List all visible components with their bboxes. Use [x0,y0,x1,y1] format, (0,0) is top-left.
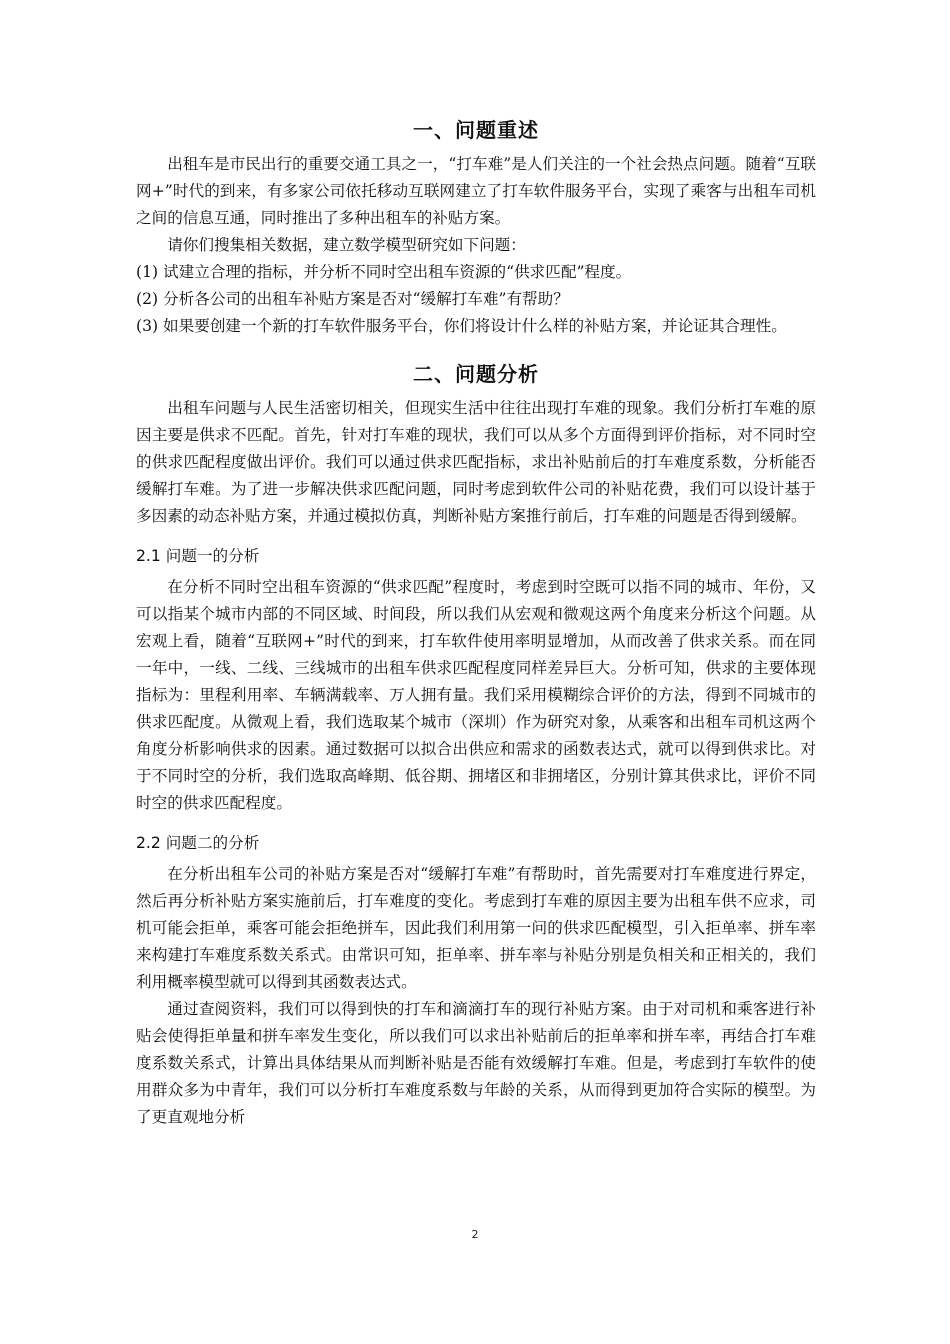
paragraph: 出租车问题与人民生活密切相关，但现实生活中往往出现打车难的现象。我们分析打车难的原因主要是供求不匹配。首先，针对打车难的现状，我们可以从多个方面得到评价指标，对不同时空的供求匹配程度做出评价。我们可以通过供求匹配指标，求出补贴前后的打车难度系数，分析能否缓解打车难。为了进一步解决供求匹配问题，同时考虑到软件公司的补贴花费，我们可以设计基于多因素的动态补贴方案，并通过模拟仿真，判断补贴方案推行前后，打车难的问题是否得到缓解。 [136,399,816,525]
paragraph: 在分析出租车公司的补贴方案是否对“缓解打车难”有帮助时，首先需要对打车难度进行界定，然后再分析补贴方案实施前后，打车难度的变化。考虑到打车难的原因主要为出租车供不应求，司机可能会拒单，乘客可能会拒绝拼车，因此我们利用第一问的供求匹配模型，引入拒单率、拼车率来构建打车难度系数关系式。由常识可知，拒单率、拼车率与补贴分别是负相关和正相关的，我们利用概率模型就可以得到其函数表达式。 [136,865,816,991]
question-item-3: (3) 如果要创建一个新的打车软件服务平台，你们将设计什么样的补贴方案，并论证其合理性。 [136,317,787,335]
paragraph: 出租车是市民出行的重要交通工具之一，“打车难”是人们关注的一个社会热点问题。随着“互联网+”时代的到来，有多家公司依托移动互联网建立了打车软件服务平台，实现了乘客与出租车司机之间的信息互通，同时推出了多种出租车的补贴方案。 [136,155,816,227]
paragraph: 通过查阅资料，我们可以得到快的打车和滴滴打车的现行补贴方案。由于对司机和乘客进行补贴会使得拒单量和拼车率发生变化，所以我们可以求出补贴前后的拒单率和拼车率，再结合打车难度系数关系式，计算出具体结果从而判断补贴是否能有效缓解打车难。但是，考虑到打车软件的使用群众多为中青年，我们可以分析打车难度系数与年龄的关系，从而得到更加符合实际的模型。为了更直观地分析 [136,1000,816,1126]
question-item-2: (2) 分析各公司的出租车补贴方案是否对“缓解打车难”有帮助？ [136,290,569,308]
section-title-problem-analysis: 二、问题分析 [413,362,539,386]
paragraph: 请你们搜集相关数据，建立数学模型研究如下问题： [167,236,526,254]
page-content [136,114,816,1131]
paragraph: 在分析不同时空出租车资源的“供求匹配”程度时，考虑到时空既可以指不同的城市、年份，又可以指某个城市内部的不同区域、时间段，所以我们从宏观和微观这两个角度来分析这个问题。从宏观上看，随着“互联网+”时代的到来，打车软件使用率明显增加，从而改善了供求关系。而在同一年中，一线、二线、三线城市的出租车供求匹配程度同样差异巨大。分析可知，供求的主要体现指标为：里程利用率、车辆满载率、万人拥有量。我们采用模糊综合评价的方法，得到不同城市的供求匹配度。从微观上看，我们选取某个城市（深圳）作为研究对象，从乘客和出租车司机这两个角度分析影响供求的因素。通过数据可以拟合出供应和需求的函数表达式，就可以得到供求比。对于不同时空的分析，我们选取高峰期、低谷期、拥堵区和非拥堵区，分别计算其供求比，评价不同时空的供求匹配程度。 [136,578,816,812]
question-item-1: (1) 试建立合理的指标，并分析不同时空出租车资源的“供求匹配”程度。 [136,263,632,281]
subsection-title-2-2: 2.2 问题二的分析 [136,834,260,852]
subsection-title-2-1: 2.1 问题一的分析 [136,547,260,565]
page-number: 2 [471,1228,479,1241]
section-title-problem-restatement: 一、问题重述 [413,118,539,142]
